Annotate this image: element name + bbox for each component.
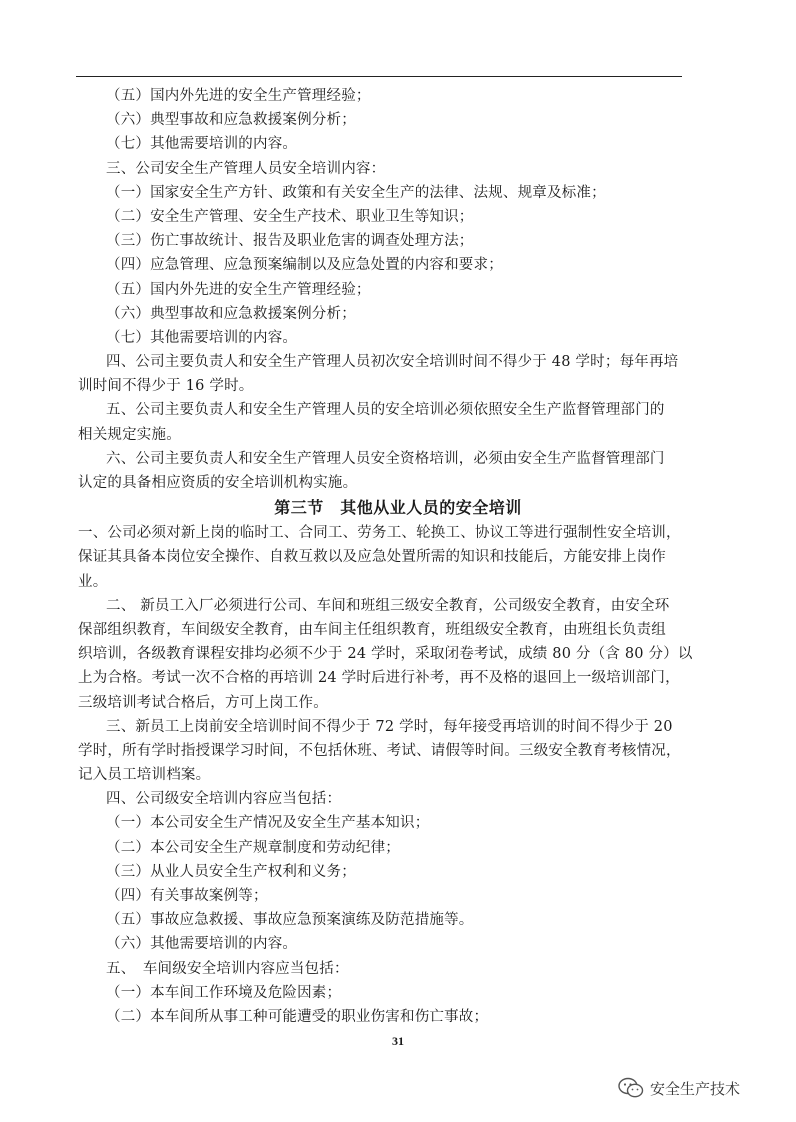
- text-line: （五）事故应急救援、事故应急预案演练及防范措施等。: [106, 912, 474, 929]
- paragraph-block-1: [78, 84, 718, 495]
- text-line: 二、 新员工入厂必须进行公司、车间和班组三级安全教育，公司级安全教育，由安全环: [106, 597, 670, 614]
- text-line: （二）本公司安全生产规章制度和劳动纪律；: [106, 839, 400, 856]
- text-line: 三级培训考试合格后，方可上岗工作。: [78, 694, 328, 711]
- paragraph-block-2: [78, 521, 718, 1029]
- header-rule: [76, 76, 682, 77]
- text-line: （五）国内外先进的安全生产管理经验；: [106, 281, 371, 298]
- watermark-label: 安全生产技术: [650, 1079, 741, 1098]
- text-line: （六）典型事故和应急救援案例分析；: [106, 305, 356, 322]
- document-body: [78, 84, 718, 1029]
- text-line: （一）本公司安全生产情况及安全生产基本知识；: [106, 815, 430, 832]
- text-line: 六、公司主要负责人和安全生产管理人员安全资格培训，必须由安全生产监督管理部门: [106, 450, 665, 467]
- text-line: （六）典型事故和应急救援案例分析；: [106, 112, 356, 129]
- text-line: 三、新员工上岗前安全培训时间不得少于 72 学时，每年接受再培训的时间不得少于 20: [106, 718, 673, 735]
- page-number: 31: [392, 1034, 404, 1048]
- text-line: 相关规定实施。: [78, 426, 181, 443]
- wechat-icon: [618, 1077, 644, 1099]
- text-line: 五、 车间级安全培训内容应当包括：: [106, 960, 349, 977]
- text-line: 保部组织教育，车间级安全教育，由车间主任组织教育，班组级安全教育，由班组长负责组: [78, 621, 666, 638]
- text-line: （二）安全生产管理、安全生产技术、职业卫生等知识；: [106, 208, 474, 225]
- text-line: （一）本车间工作环境及危险因素；: [106, 984, 342, 1001]
- text-line: 业。: [78, 573, 108, 590]
- text-line: 记入员工培训档案。: [78, 767, 211, 784]
- text-line: 上为合格。考试一次不合格的再培训 24 学时后进行补考，再不及格的退回上一级培训部门，: [78, 670, 680, 687]
- text-line: （三）伤亡事故统计、报告及职业危害的调查处理方法；: [106, 233, 474, 250]
- text-line: 四、公司级安全培训内容应当包括：: [106, 791, 342, 808]
- watermark-logo: [618, 1077, 740, 1099]
- text-line: 一、公司必须对新上岗的临时工、合同工、劳务工、轮换工、协议工等进行强制性安全培训，: [78, 525, 681, 542]
- text-line: 认定的具备相应资质的安全培训机构实施。: [78, 475, 358, 491]
- text-line: （四）有关事故案例等；: [106, 888, 268, 904]
- text-line: （三）从业人员安全生产权利和义务；: [106, 863, 356, 880]
- text-line: （二）本车间所从事工种可能遭受的职业伤害和伤亡事故；: [106, 1008, 489, 1025]
- text-line: 三、公司安全生产管理人员安全培训内容：: [106, 160, 386, 177]
- text-line: （四）应急管理、应急预案编制以及应急处置的内容和要求；: [106, 257, 503, 274]
- text-line: （一）国家安全生产方针、政策和有关安全生产的法律、法规、规章及标准；: [106, 184, 606, 201]
- text-line: 保证其具备本岗位安全操作、自救互救以及应急处置所需的知识和技能后，方能安排上岗作: [78, 549, 666, 566]
- text-line: 织培训，各级教育课程安排均必须不少于 24 学时，采取闭卷考试，成绩 80 分（含 80 分）以: [78, 646, 693, 663]
- text-line: 五、公司主要负责人和安全生产管理人员的安全培训必须依照安全生产监督管理部门的: [106, 402, 665, 419]
- text-line: （六）其他需要培训的内容。: [106, 936, 298, 953]
- text-line: （七）其他需要培训的内容。: [106, 329, 298, 346]
- text-line: （七）其他需要培训的内容。: [106, 136, 298, 153]
- section-heading: 第三节 其他从业人员的安全培训: [274, 498, 522, 518]
- text-line: （五）国内外先进的安全生产管理经验；: [106, 88, 371, 104]
- text-line: 四、公司主要负责人和安全生产管理人员初次安全培训时间不得少于 48 学时；每年再培: [106, 354, 679, 371]
- text-line: 训时间不得少于 16 学时。: [78, 378, 254, 395]
- text-line: 学时，所有学时指授课学习时间，不包括休班、考试、请假等时间。三级安全教育考核情况，: [78, 742, 681, 759]
